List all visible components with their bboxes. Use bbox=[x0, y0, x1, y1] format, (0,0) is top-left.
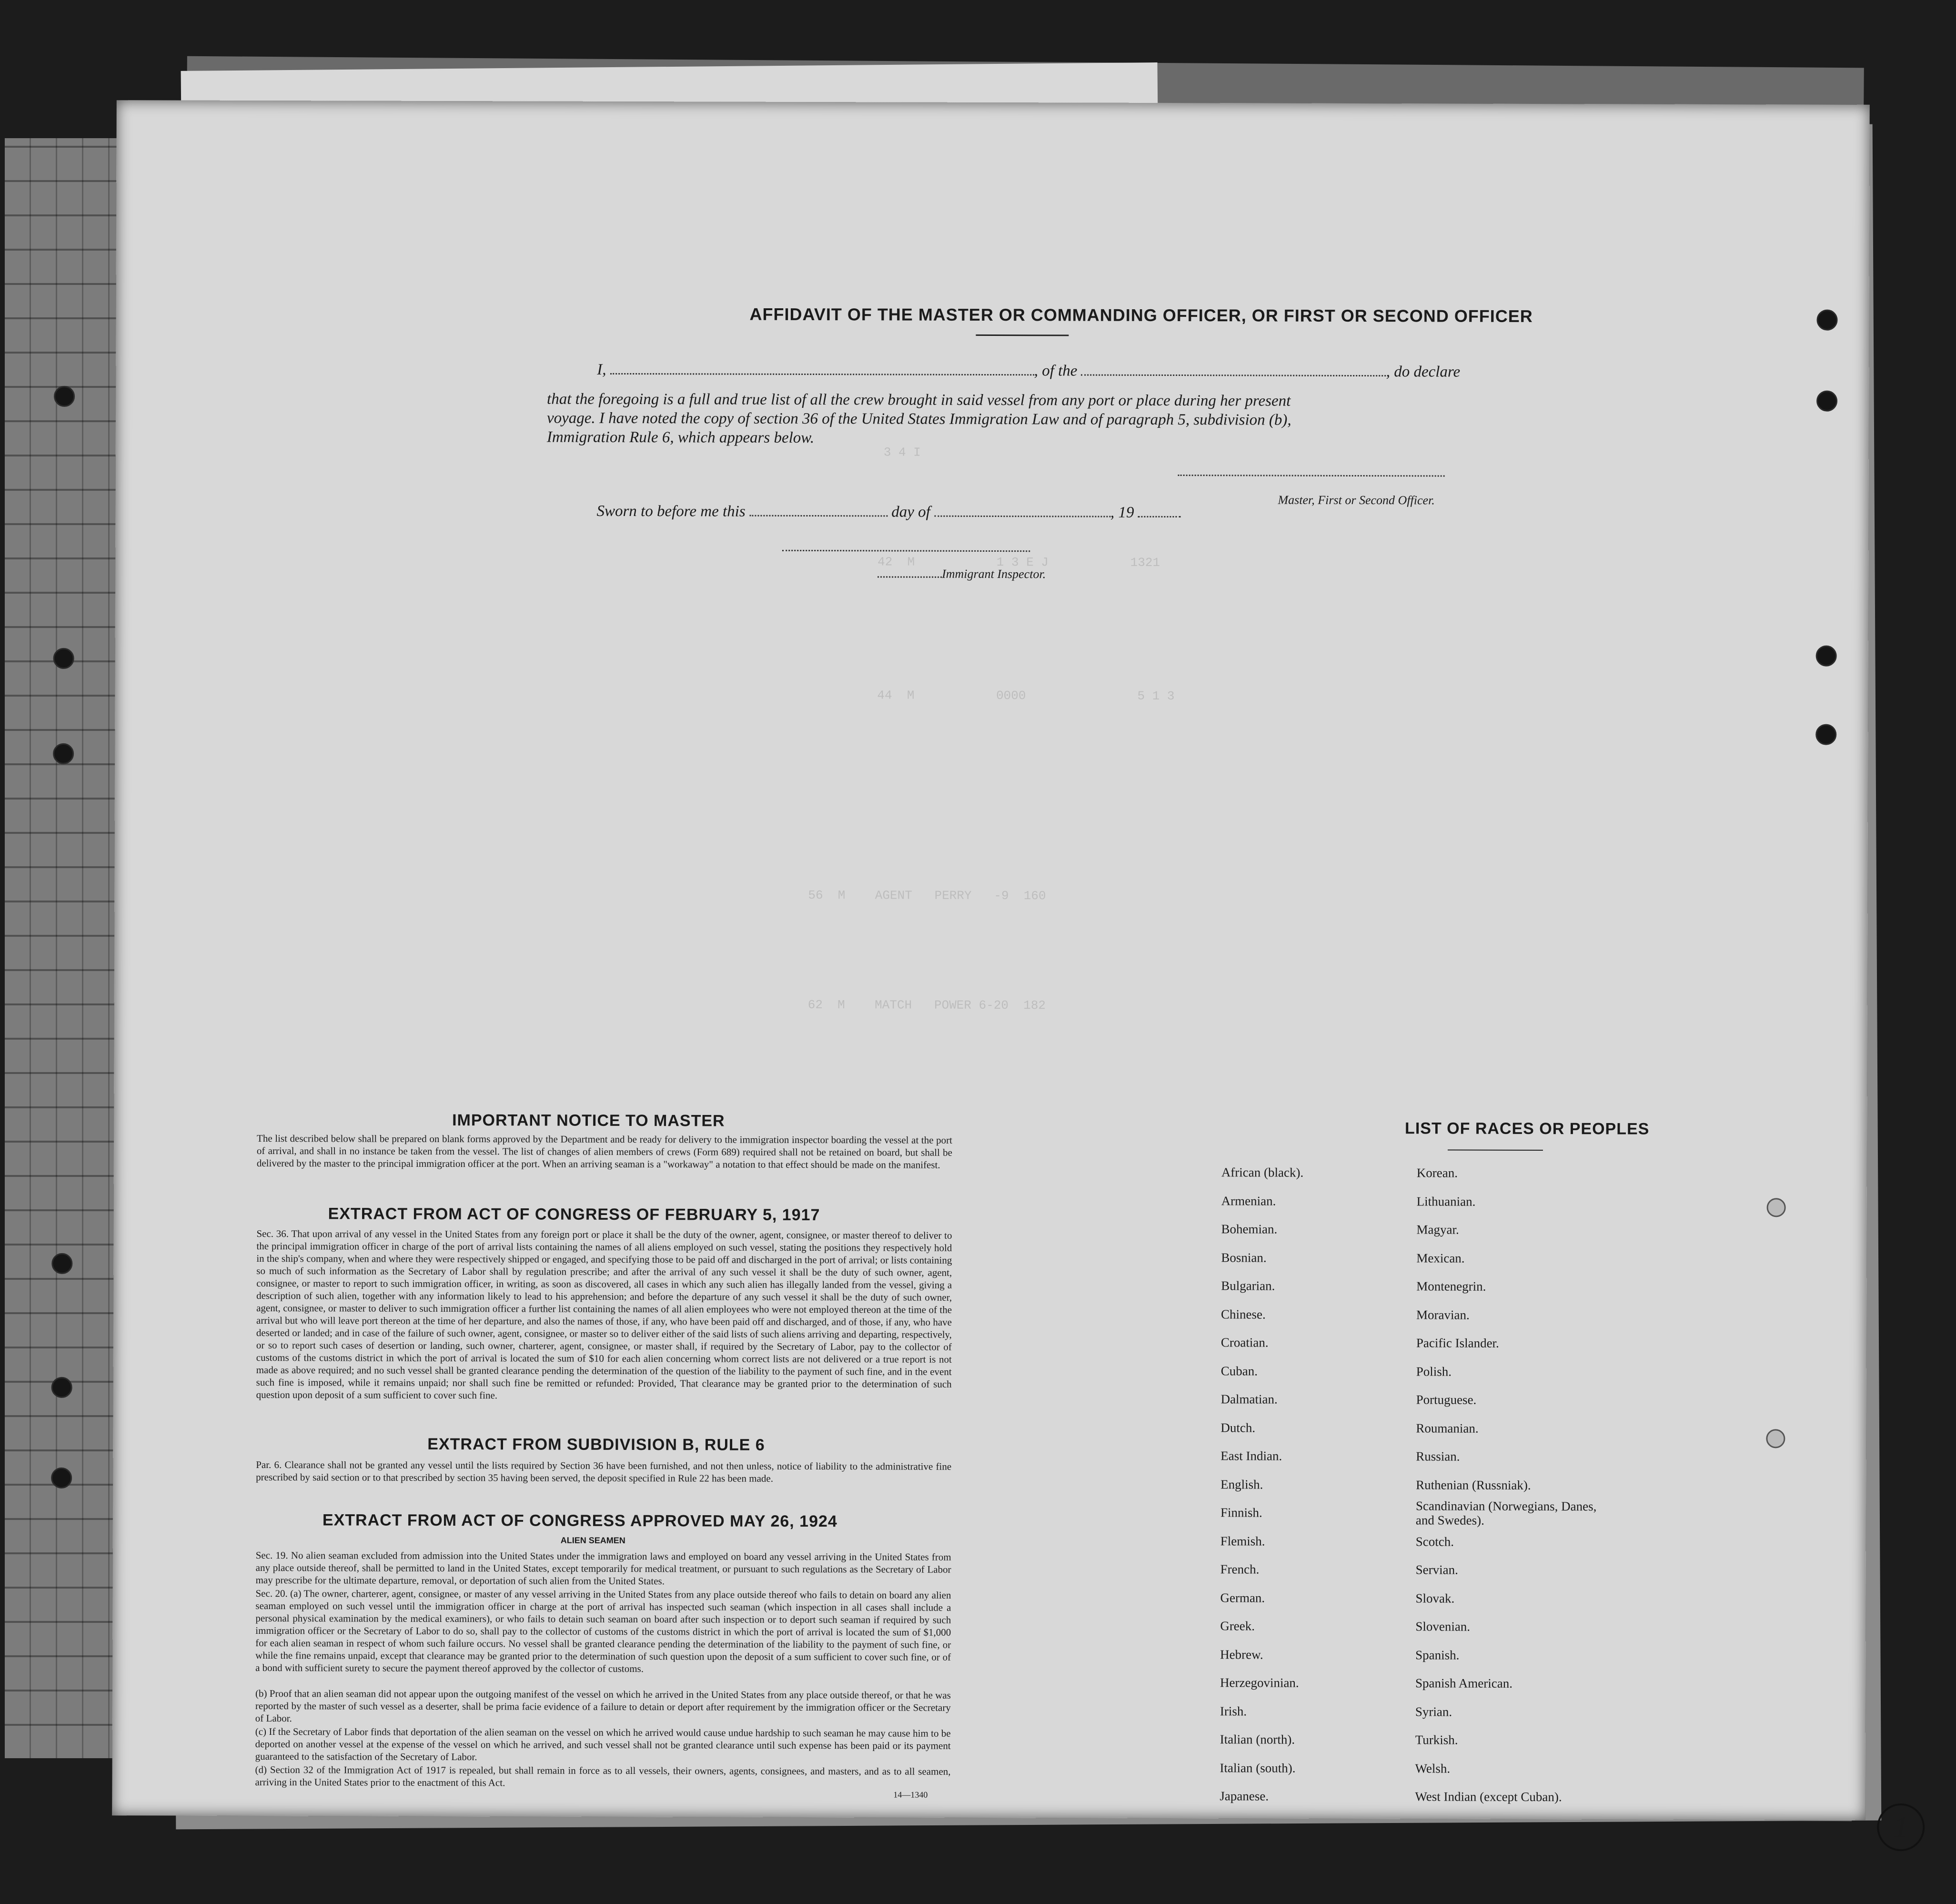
race-item: Croatian. bbox=[1220, 1335, 1269, 1350]
race-item: Pacific Islander. bbox=[1416, 1336, 1499, 1350]
binder-hole bbox=[53, 648, 74, 669]
race-item: Ruthenian (Russniak). bbox=[1416, 1477, 1531, 1492]
race-item: Bosnian. bbox=[1221, 1250, 1267, 1265]
race-item: Cuban. bbox=[1220, 1363, 1258, 1378]
race-item: Hebrew. bbox=[1220, 1647, 1263, 1662]
race-item: Turkish. bbox=[1415, 1732, 1458, 1747]
extract-1924-subtitle: ALIEN SEAMEN bbox=[560, 1535, 625, 1545]
race-item: Finnish. bbox=[1220, 1505, 1262, 1520]
handwritten-page-number: 1 bbox=[1877, 1803, 1925, 1851]
binder-hole bbox=[51, 1468, 72, 1489]
race-item: East Indian. bbox=[1220, 1448, 1282, 1463]
race-item: Montenegrin. bbox=[1416, 1279, 1486, 1294]
master-signature-line bbox=[1178, 475, 1445, 476]
race-item: Dalmatian. bbox=[1220, 1392, 1278, 1407]
sec20b-text: (b) Proof that an alien seaman did not appear upon the outgoing manifest of the vessel on which he arrived in the United States from any place outside thereof, or that he was reported by the master of such vessel as a deserter, shall be prima facie evidence of a failure to detain or deport after requirement by the immigration officer or the Secretary of Labor. bbox=[255, 1687, 951, 1724]
binder-hole bbox=[1816, 391, 1837, 412]
race-item: Flemish. bbox=[1220, 1533, 1265, 1549]
manifest-page bbox=[112, 100, 1909, 1844]
race-item: Roumanian. bbox=[1416, 1420, 1479, 1436]
race-item: Bulgarian. bbox=[1221, 1278, 1275, 1293]
binder-hole bbox=[53, 743, 74, 764]
race-item: Lithuanian. bbox=[1416, 1194, 1476, 1209]
race-item: Syrian. bbox=[1415, 1704, 1452, 1719]
extract-rule6-text: Par. 6. Clearance shall not be granted any vessel until the lists required by Section 36 have been furnished, and not then unless, notice of liability to the administrative fine prescribed by said section or to that prescribed by section 35 having been served, the deposit specified in Rule 22 has been made. bbox=[256, 1458, 952, 1484]
affidavit-line-2: that the foregoing is a full and true list of all the crew brought in said vessel from any port or place during her present bbox=[547, 390, 1291, 410]
race-item: Italian (south). bbox=[1220, 1760, 1296, 1775]
race-item: Armenian. bbox=[1221, 1193, 1276, 1208]
bleed-through-text: 44 M 0000 5 1 3 bbox=[877, 688, 1175, 704]
race-item: French. bbox=[1220, 1562, 1260, 1577]
race-item: Dutch. bbox=[1220, 1420, 1256, 1435]
extract-1917-text: Sec. 36. That upon arrival of any vessel in the United States from any foreign port or place it shall be the duty of the owner, agent, consignee, or master thereof to deliver to the principal immigration officer in charge of the port of arrival lists containing the names of all aliens employed on such vessel, stating the positions they respectively hold in the ship's company, when and where they were respectively shipped or engaged, and specifying those to be paid off and discharged in the port of arrival; or lists containing so much of such information as the Secretary of Labor shall by regulation prescribe; and after the arrival of any such vessel it shall be the duty of such owner, agent, consignee, or master to report to such immigration officer, in writing, as soon as discovered, all cases in which any such alien has illegally landed from the vessel, giving a description of such alien, together with any information likely to lead to his apprehension; and before the departure of any such vessel it shall be the duty of such owner, agent, consignee, or master to deliver to such immigration officer a further list containing the names of all alien employees who were not employed thereon at the time of the arrival but who will leave port thereon at the time of her departure, and also the names of those, if any, who have been paid off and discharged, and of those, if any, who have deserted or landed; and in case of the failure of such owner, agent, consignee, or master so to deliver either of the said lists of such aliens arriving and departing, respectively, or so to report such cases of desertion or landing, such owner, charterer, agent, consignee, or master shall, if required by the Secretary of Labor, pay to the collector of customs of the customs district in which the port of arrival is located the sum of $10 for each alien concerning whom correct lists are not delivered or a true report is not made as above required; and no such vessel shall be granted clearance pending the determination of the question of the liability to the payment of such fine, and in the event such fine is imposed, while it remains unpaid; nor shall such fine be remitted or refunded: Provided, That clearance may be granted prior to the determination of such question upon deposit of a sum sufficient to cover such fine. bbox=[256, 1227, 952, 1401]
race-item: Magyar. bbox=[1416, 1222, 1459, 1237]
race-item: Servian. bbox=[1415, 1562, 1458, 1577]
sec19-text: Sec. 19. No alien seaman excluded from admission into the United States under the immigration laws and employed on board any vessel arriving in the United States from any place outside thereof, shall be permitted to land in the United States, except temporarily for medical treatment, or pursuant to such regulations as the Secretary of Labor may prescribe for the ultimate departure, removal, or deportation of such alien from the United States. bbox=[255, 1549, 951, 1587]
print-code: 14—1340 bbox=[893, 1790, 928, 1800]
binder-hole bbox=[54, 386, 75, 407]
race-item: Chinese. bbox=[1221, 1306, 1266, 1322]
race-item: Irish. bbox=[1220, 1703, 1247, 1718]
race-item: Greek. bbox=[1220, 1619, 1255, 1633]
sec20a-text: Sec. 20. (a) The owner, charterer, agent, consignee, or master of any vessel arriving in the United States from any place outside thereof who fails to detain on board any alien seaman employed on such vessel until the immigration officer in charge at the port of arrival has inspected such seaman (which inspection in all cases shall include a personal physical examination by the medical examiners), or who fails to detain such seaman on board after such inspection or to deport such seaman if required by such immigration officer or the Secretary of Labor to do so, shall pay to the collector of customs of the customs district in which the port of arrival is located the sum of $1,000 for each alien seaman in respect of whom such failure occurs. No vessel shall be granted clearance pending the determination of the liability to the payment of such fine, or while the fine remains unpaid, except that clearance may be granted prior to the determination of such question upon the deposit of a sum sufficient to cover such fine, or of a bond with sufficient surety to secure the payment thereof approved by the collector of customs. bbox=[255, 1587, 951, 1675]
sworn-line: Sworn to before me this day of , 19 bbox=[596, 503, 1180, 522]
master-signature-caption: Master, First or Second Officer. bbox=[1278, 493, 1435, 507]
divider bbox=[1448, 1150, 1543, 1151]
binder-hole bbox=[1816, 310, 1837, 331]
binder-hole bbox=[1767, 1198, 1786, 1217]
races-column-2 bbox=[1415, 1159, 1598, 1811]
bleed-through-text: 3 4 I bbox=[735, 445, 1055, 460]
binder-hole bbox=[51, 1253, 72, 1274]
important-notice-title: IMPORTANT NOTICE TO MASTER bbox=[452, 1111, 725, 1130]
inspector-signature-caption: Immigrant Inspector. bbox=[877, 567, 1046, 581]
race-item: Polish. bbox=[1416, 1364, 1452, 1379]
binder-hole bbox=[51, 1377, 72, 1398]
bleed-through-text: 42 M 1 3 E J 1321 bbox=[877, 555, 1160, 570]
inspector-signature-line bbox=[782, 550, 1030, 552]
races-list-title: LIST OF RACES OR PEOPLES bbox=[1405, 1119, 1650, 1138]
bleed-through-text: 62 M MATCH POWER 6-20 182 bbox=[733, 997, 1046, 1013]
race-item: Japanese. bbox=[1220, 1789, 1269, 1803]
race-item: German. bbox=[1220, 1590, 1265, 1605]
race-item: Korean. bbox=[1416, 1165, 1458, 1180]
affidavit-line-1: I, , of the , do declare bbox=[597, 361, 1461, 381]
race-item: Welsh. bbox=[1415, 1761, 1451, 1776]
race-item: Scandinavian (Norwegians, Danes, and Swedes). bbox=[1415, 1499, 1597, 1528]
extract-1917-title: EXTRACT FROM ACT OF CONGRESS OF FEBRUARY 5, 1917 bbox=[328, 1205, 820, 1225]
affidavit-line-3: voyage. I have noted the copy of section 36 of the United States Immigration Law and of paragraph 5, subdivision (b), bbox=[546, 409, 1291, 429]
divider bbox=[976, 334, 1069, 336]
races-column-1 bbox=[1220, 1158, 1303, 1811]
race-item: Slovenian. bbox=[1415, 1619, 1471, 1634]
bleed-through-text: 56 M AGENT PERRY -9 160 bbox=[734, 888, 1046, 903]
race-item: Spanish American. bbox=[1415, 1676, 1513, 1691]
race-item: Italian (north). bbox=[1220, 1732, 1295, 1747]
important-notice-text: The list described below shall be prepared on blank forms approved by the Department and be ready for delivery to the immigration inspector boarding the vessel at the port of arrival, and shall in no instance be taken from the vessel. The list of changes of alien members of crews (Form 689) required shall not be retained on board, but shall be delivered by the master to the principal immigration officer at the port. When an arriving seaman is a "workaway" a notation to that effect should be made on the manifest. bbox=[256, 1132, 953, 1171]
race-item: Slovak. bbox=[1415, 1590, 1455, 1606]
race-item: Mexican. bbox=[1416, 1250, 1465, 1266]
race-item: Spanish. bbox=[1415, 1647, 1460, 1662]
race-item: Bohemian. bbox=[1221, 1222, 1278, 1236]
affidavit-line-4: Immigration Rule 6, which appears below. bbox=[546, 428, 815, 447]
sec20d-text: (d) Section 32 of the Immigration Act of 1917 is repealed, but shall remain in force as to all vessels, their owners, agents, consignees, and masters, and as to all seamen, arriving in the United States prior to the enactment of this Act. bbox=[255, 1763, 951, 1789]
binder-hole bbox=[1766, 1429, 1785, 1448]
race-item: Moravian. bbox=[1416, 1307, 1470, 1322]
race-item: West Indian (except Cuban). bbox=[1415, 1789, 1562, 1804]
race-item: English. bbox=[1220, 1477, 1263, 1491]
affidavit-title: AFFIDAVIT OF THE MASTER OR COMMANDING OFFICER, OR FIRST OR SECOND OFFICER bbox=[749, 304, 1533, 326]
race-item: African (black). bbox=[1221, 1165, 1304, 1180]
race-item: Russian. bbox=[1416, 1449, 1460, 1464]
race-item: Herzegovinian. bbox=[1220, 1675, 1299, 1690]
extract-rule6-title: EXTRACT FROM SUBDIVISION B, RULE 6 bbox=[427, 1435, 765, 1454]
race-item: Scotch. bbox=[1415, 1534, 1454, 1549]
sec20c-text: (c) If the Secretary of Labor finds that deportation of the alien seaman on the vessel on which he arrived would cause undue hardship to such seaman he may cause him to be deported on another vessel at the expense of the vessel on which he arrived, and such vessel shall not be granted clearance until such expense has been paid or its payment guaranteed to the satisfaction of the Secretary of Labor. bbox=[255, 1725, 951, 1763]
binder-hole bbox=[1816, 646, 1837, 667]
binder-hole bbox=[1815, 724, 1836, 745]
extract-1924-title: EXTRACT FROM ACT OF CONGRESS APPROVED MAY 26, 1924 bbox=[322, 1511, 837, 1531]
race-item: Portuguese. bbox=[1416, 1392, 1477, 1407]
